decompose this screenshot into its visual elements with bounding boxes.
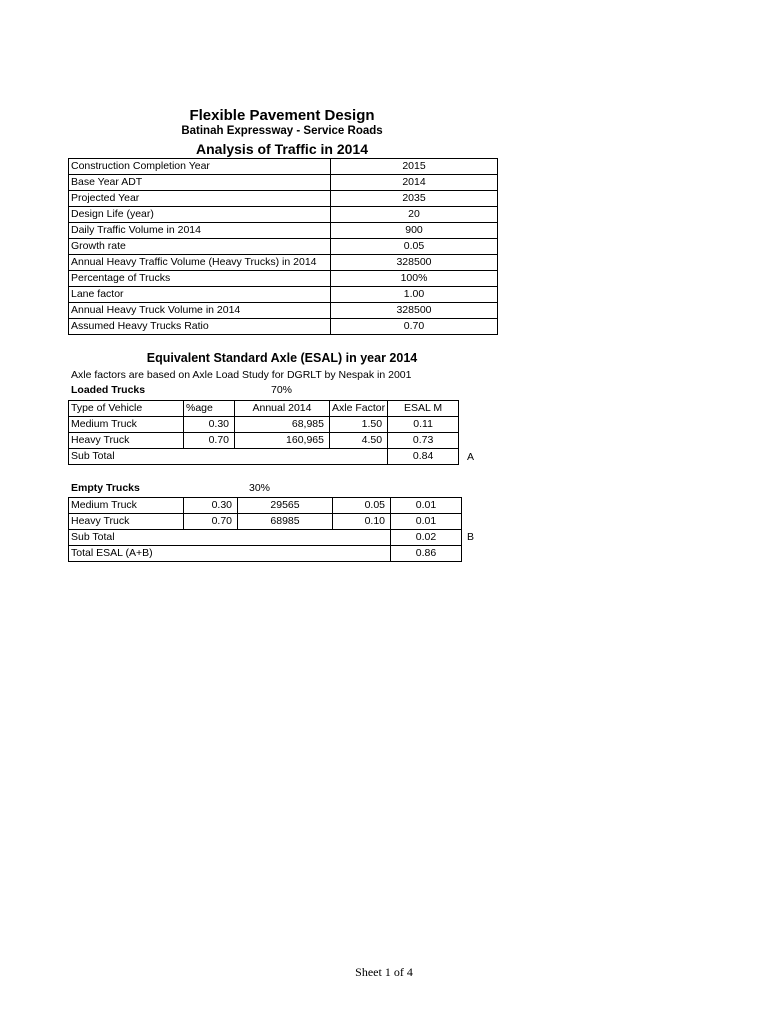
table-row — [69, 223, 498, 239]
parameter-label: Construction Completion Year — [69, 159, 331, 175]
table-row — [69, 417, 459, 433]
table-row — [69, 207, 498, 223]
annual-cell: 29565 — [238, 498, 333, 514]
parameter-label: Annual Heavy Traffic Volume (Heavy Trucks) in 2014 — [69, 255, 331, 271]
table-row — [69, 159, 498, 175]
vehicle-type-cell: Heavy Truck — [69, 433, 184, 449]
subtotal-letter-a: A — [467, 451, 475, 463]
subtotal-row — [69, 449, 459, 465]
subtotal-row — [69, 530, 462, 546]
table-row — [69, 255, 498, 271]
parameter-label: Daily Traffic Volume in 2014 — [69, 223, 331, 239]
parameter-label: Percentage of Trucks — [69, 271, 331, 287]
total-label: Total ESAL (A+B) — [69, 546, 391, 562]
table-row — [69, 271, 498, 287]
parameter-value: 100% — [331, 271, 498, 287]
sheet-page-number: Sheet 1 of 4 — [355, 965, 413, 979]
vehicle-type-cell: Medium Truck — [69, 417, 184, 433]
parameter-label: Base Year ADT — [69, 175, 331, 191]
annual-cell: 160,965 — [235, 433, 330, 449]
percentage-cell: 0.70 — [184, 433, 235, 449]
table-row — [69, 433, 459, 449]
empty-trucks-heading: Empty Trucks — [71, 482, 140, 494]
table-row — [69, 191, 498, 207]
annual-cell: 68985 — [238, 514, 333, 530]
esal-cell: 0.73 — [388, 433, 459, 449]
axle-factor-cell: 0.05 — [333, 498, 391, 514]
table-row — [69, 239, 498, 255]
percentage-cell: 0.30 — [184, 498, 238, 514]
vehicle-type-cell: Medium Truck — [69, 498, 184, 514]
percentage-cell: 0.30 — [184, 417, 235, 433]
axle-factor-note: Axle factors are based on Axle Load Study for DGRLT by Nespak in 2001 — [71, 369, 412, 381]
table-row — [69, 514, 462, 530]
parameter-label: Design Life (year) — [69, 207, 331, 223]
parameter-value: 2035 — [331, 191, 498, 207]
axle-factor-cell: 0.10 — [333, 514, 391, 530]
table-row — [69, 319, 498, 335]
parameter-value: 900 — [331, 223, 498, 239]
subtotal-value: 0.02 — [391, 530, 462, 546]
table-row — [69, 175, 498, 191]
document-subtitle: Batinah Expressway - Service Roads — [181, 125, 383, 137]
parameter-value: 20 — [331, 207, 498, 223]
esal-cell: 0.01 — [391, 498, 462, 514]
table-row — [69, 287, 498, 303]
table-header-row — [69, 401, 459, 417]
parameter-value: 0.70 — [331, 319, 498, 335]
axle-factor-cell: 1.50 — [330, 417, 388, 433]
parameter-value: 328500 — [331, 303, 498, 319]
axle-factor-cell: 4.50 — [330, 433, 388, 449]
parameter-label: Growth rate — [69, 239, 331, 255]
percentage-cell: 0.70 — [184, 514, 238, 530]
empty-trucks-percent: 30% — [249, 482, 271, 494]
esal-cell: 0.01 — [391, 514, 462, 530]
parameter-value: 0.05 — [331, 239, 498, 255]
subtotal-label: Sub Total — [69, 449, 388, 465]
parameter-value: 1.00 — [331, 287, 498, 303]
parameter-label: Assumed Heavy Trucks Ratio — [69, 319, 331, 335]
column-header: Axle Factor — [330, 401, 388, 417]
column-header: Type of Vehicle — [69, 401, 184, 417]
esal-section-title: Equivalent Standard Axle (ESAL) in year 2014 — [146, 351, 418, 365]
table-row — [69, 303, 498, 319]
loaded-trucks-percent: 70% — [271, 384, 293, 396]
parameter-value: 2015 — [331, 159, 498, 175]
subtotal-label: Sub Total — [69, 530, 391, 546]
esal-cell: 0.11 — [388, 417, 459, 433]
vehicle-type-cell: Heavy Truck — [69, 514, 184, 530]
document-title: Flexible Pavement Design — [189, 107, 375, 124]
subtotal-value: 0.84 — [388, 449, 459, 465]
annual-cell: 68,985 — [235, 417, 330, 433]
table-row — [69, 498, 462, 514]
empty-trucks-table — [68, 497, 462, 562]
total-value: 0.86 — [391, 546, 462, 562]
parameter-value: 2014 — [331, 175, 498, 191]
subtotal-letter-b: B — [467, 531, 475, 543]
parameter-label: Projected Year — [69, 191, 331, 207]
column-header: Annual 2014 — [235, 401, 330, 417]
total-row — [69, 546, 462, 562]
traffic-section-title: Analysis of Traffic in 2014 — [196, 141, 368, 157]
parameter-label: Annual Heavy Truck Volume in 2014 — [69, 303, 331, 319]
parameter-value: 328500 — [331, 255, 498, 271]
parameter-label: Lane factor — [69, 287, 331, 303]
loaded-trucks-heading: Loaded Trucks — [71, 384, 146, 396]
column-header: %age — [184, 401, 235, 417]
traffic-analysis-table — [68, 158, 498, 335]
column-header: ESAL M — [388, 401, 459, 417]
loaded-trucks-table — [68, 400, 459, 465]
